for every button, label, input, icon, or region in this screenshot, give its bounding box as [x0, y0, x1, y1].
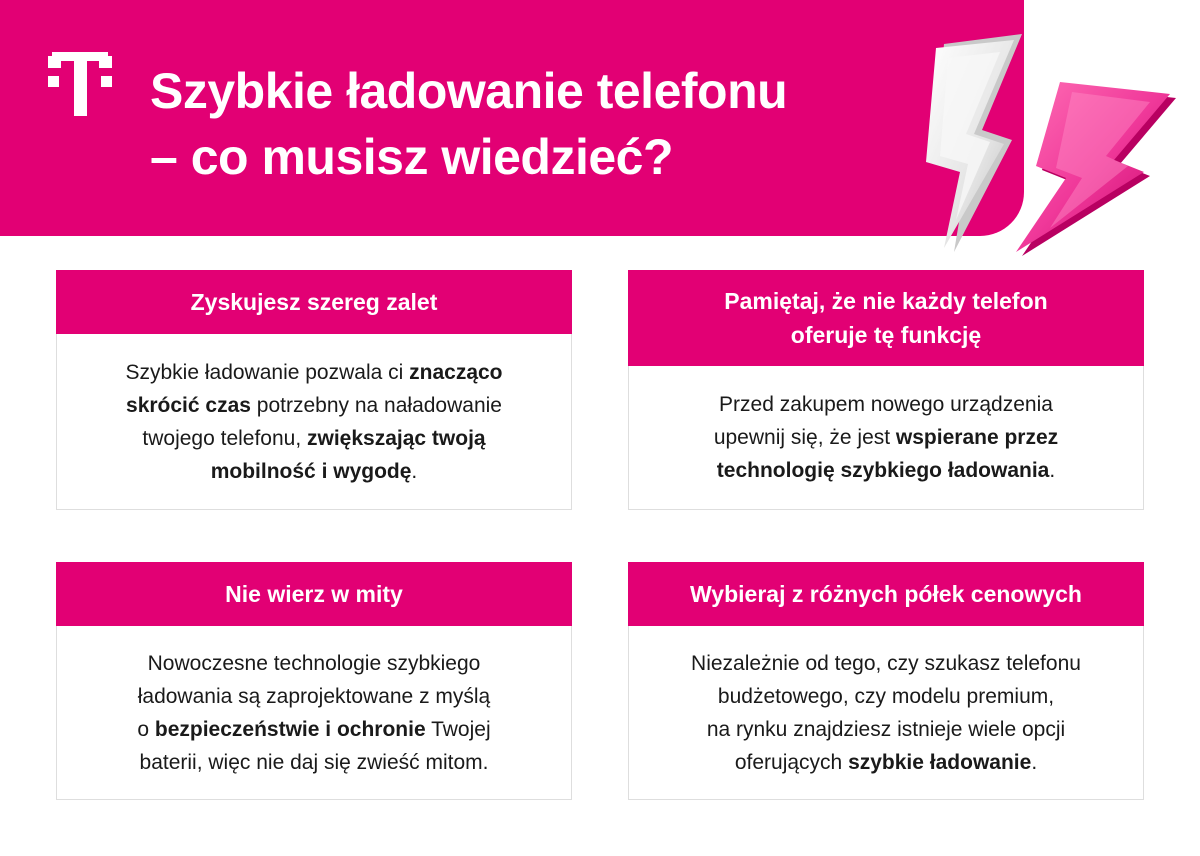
body-text: Szybkie ładowanie pozwala ci	[125, 360, 410, 384]
body-text: .	[1031, 750, 1038, 774]
body-text: Nowoczesne technologie szybkiego	[147, 651, 481, 675]
card-text	[691, 647, 1081, 779]
lightning-bolt-pink-icon	[1010, 80, 1180, 260]
card-heading: Zyskujesz szereg zalet	[56, 270, 572, 334]
card-price-range	[628, 562, 1144, 800]
emphasis-text: technologię szybkiego ładowania	[716, 459, 1050, 482]
card-heading-line-1: Pamiętaj, że nie każdy telefon	[724, 288, 1048, 314]
body-text: .	[1049, 459, 1056, 482]
card-body	[57, 334, 571, 509]
body-text: ładowania są zaprojektowane z myślą	[137, 684, 491, 708]
body-text: upewnij się, że jest	[713, 426, 896, 449]
body-text: baterii, więc nie daj się zwieść mitom.	[139, 750, 489, 774]
emphasis-text: znacząco	[409, 360, 503, 384]
emphasis-text: zwiększając twoją	[307, 426, 486, 450]
page-title-line-2: – co musisz wiedzieć?	[150, 129, 674, 185]
body-text: Przed zakupem nowego urządzenia	[719, 393, 1053, 416]
card-body	[629, 626, 1143, 799]
card-body	[629, 366, 1143, 509]
card-heading-line-2: oferuje tę funkcję	[790, 322, 982, 348]
card-text	[137, 647, 490, 779]
body-text: oferujących	[734, 750, 849, 774]
card-benefits	[56, 270, 572, 510]
body-text: na rynku znajdziesz istnieje wiele opcji	[706, 717, 1066, 741]
body-text: .	[411, 459, 418, 483]
body-text: o	[137, 717, 155, 741]
body-text: Twojej	[425, 717, 491, 741]
page-title	[150, 58, 930, 190]
body-text: budżetowego, czy modelu premium,	[717, 684, 1055, 708]
card-text	[714, 388, 1058, 487]
card-heading: Nie wierz w mity	[56, 562, 572, 626]
body-text: twojego telefonu,	[142, 426, 308, 450]
telekom-logo-icon	[48, 52, 112, 116]
card-body	[57, 626, 571, 799]
card-compatibility	[628, 270, 1144, 510]
card-myths	[56, 562, 572, 800]
card-text	[125, 356, 502, 488]
emphasis-text: bezpieczeństwie i ochronie	[154, 717, 426, 741]
header-banner	[0, 0, 1024, 236]
emphasis-text: mobilność i wygodę	[210, 459, 412, 483]
card-heading	[628, 270, 1144, 366]
page-title-line-1: Szybkie ładowanie telefonu	[150, 63, 788, 119]
body-text: Niezależnie od tego, czy szukasz telefonu	[691, 651, 1081, 675]
body-text: potrzebny na naładowanie	[250, 393, 502, 417]
emphasis-text: skrócić czas	[126, 393, 251, 417]
emphasis-text: wspierane przez	[895, 426, 1059, 449]
card-heading: Wybieraj z różnych półek cenowych	[628, 562, 1144, 626]
emphasis-text: szybkie ładowanie	[848, 750, 1032, 774]
